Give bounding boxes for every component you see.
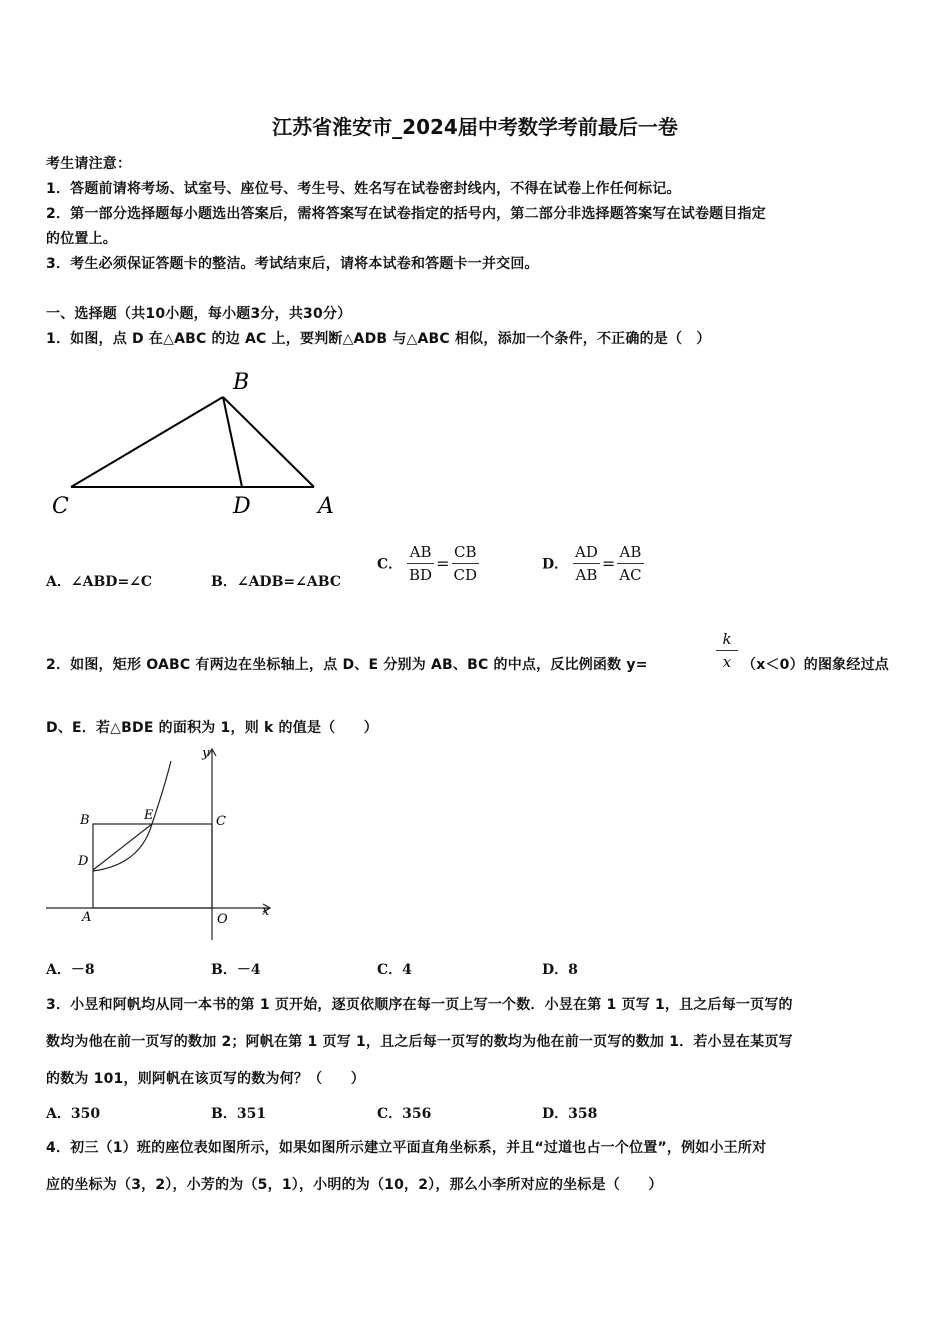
label-d: D [233, 494, 251, 519]
label-a: A [82, 910, 92, 925]
label-a: A [318, 494, 334, 519]
q4-stem-line: 应的坐标为（3，2），小芳的为（5，1），小明的为（10，2），那么小李所对应的坐标是（ ） [46, 1177, 663, 1193]
notice-item: 3．考生必须保证答题卡的整洁。考试结束后，请将本试卷和答题卡一并交回。 [46, 256, 539, 272]
side-ba [223, 397, 314, 487]
label-e: E [144, 808, 154, 823]
q4-stem-line: 4．初三（1）班的座位表如图所示，如果如图所示建立平面直角坐标系，并且“过道也占一个位置”，例如小王所对 [46, 1140, 767, 1156]
q3-option-c[interactable]: C．356 [377, 1106, 432, 1122]
option-label: D． [542, 556, 569, 573]
q2-option-c[interactable]: C．4 [377, 962, 412, 978]
option-text: ∠ABD=∠C [70, 574, 153, 590]
label-y: y [202, 746, 210, 761]
q2-fraction [716, 628, 738, 673]
option-text: ∠ADB=∠ABC [236, 574, 341, 590]
side-cb [71, 397, 223, 487]
notice-item: 1．答题前请将考场、试室号、座位号、考生号、姓名写在试卷密封线内，不得在试卷上作任何标记。 [46, 181, 681, 197]
label-x: x [262, 904, 270, 919]
q3-stem-line: 数均为他在前一页写的数加 2；阿帆在第 1 页写 1，且之后每一页写的数均为他在前一页写的数加 1．若小昱在某页写 [46, 1034, 793, 1050]
label-c: C [216, 814, 226, 829]
q1-option-b[interactable] [211, 571, 341, 591]
section-heading: 一、选择题（共10小题，每小题3分，共30分） [46, 306, 352, 322]
q3-stem-line: 的数为 101，则阿帆在该页写的数为何？（ ） [46, 1071, 365, 1087]
q1-option-a[interactable] [46, 571, 152, 591]
notice-heading: 考生请注意： [46, 156, 132, 172]
label-d: D [78, 854, 89, 869]
equals-sign: = [436, 554, 450, 573]
q1-stem: 1．如图，点 D 在△ABC 的边 AC 上，要判断△ADB 与△ABC 相似，添加一个条件，不正确的是（ ） [46, 331, 711, 347]
notice-item: 2．第一部分选择题每小题选出答案后，需将答案写在试卷指定的括号内，第二部分非选择题答案写在试卷题目指定 [46, 206, 766, 222]
label-o: O [217, 912, 228, 927]
fraction: $\frac{CB}{CD}$ [453, 543, 478, 584]
q2-stem-part1: 2．如图，矩形 OABC 有两边在坐标轴上，点 D、E 分别为 AB、BC 的中点，反比例函数 y= [46, 657, 648, 673]
q1-option-d[interactable] [542, 541, 644, 586]
q3-option-a[interactable]: A．350 [46, 1106, 101, 1122]
fraction-numerator: k [716, 628, 738, 651]
q2-stem-part2: （x＜0）的图象经过点 [742, 657, 889, 673]
option-label: B． [211, 574, 237, 590]
q2-option-b[interactable]: B．－4 [211, 962, 261, 978]
rectangle-oabc [93, 824, 212, 908]
q2-option-a[interactable]: A．－8 [46, 962, 95, 978]
segment-bd [223, 397, 242, 487]
equals-sign: = [601, 554, 616, 573]
hyperbola-curve [93, 761, 171, 871]
fraction: $\frac{AD}{AB}$ [575, 543, 598, 584]
fraction: $\frac{AB}{AC}$ [619, 543, 642, 584]
option-label: A． [46, 574, 71, 590]
fraction-denominator: x [722, 653, 732, 671]
q2-option-d[interactable]: D．8 [542, 962, 578, 978]
q2-stem-line2: D、E．若△BDE 的面积为 1，则 k 的值是（ ） [46, 720, 378, 736]
option-label: C． [377, 556, 403, 573]
q3-stem-line: 3．小昱和阿帆均从同一本书的第 1 页开始，逐页依顺序在每一页上写一个数．小昱在第 1 页写 1，且之后每一页写的 [46, 997, 793, 1013]
q3-option-b[interactable]: B．351 [211, 1106, 267, 1122]
segment-de [93, 824, 152, 870]
label-c: C [52, 494, 69, 519]
notice-item: 的位置上。 [46, 231, 117, 247]
q2-coordinate-figure [40, 745, 280, 945]
page-title: 江苏省淮安市_2024届中考数学考前最后一卷 [272, 115, 678, 139]
fraction: $\frac{AB}{BD}$ [409, 543, 433, 584]
q1-option-c[interactable] [377, 541, 479, 586]
q1-triangle-figure [46, 365, 346, 525]
label-b: B [80, 813, 90, 828]
label-b: B [233, 370, 250, 395]
q3-option-d[interactable]: D．358 [542, 1106, 598, 1122]
